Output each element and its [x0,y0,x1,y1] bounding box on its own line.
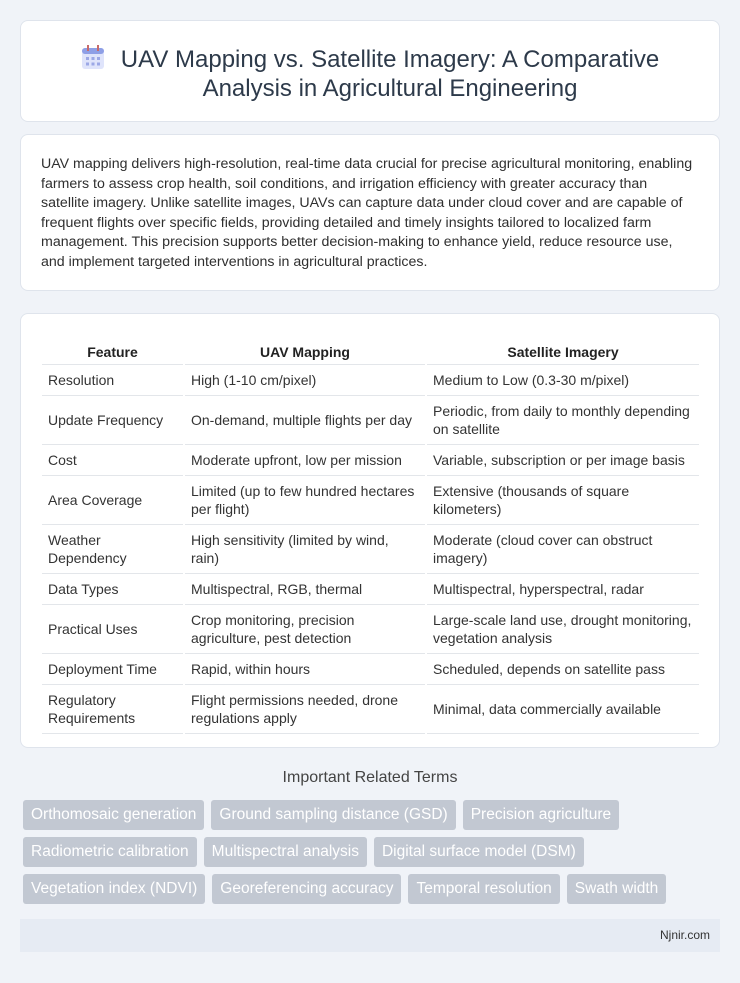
tag-orthomosaic-generation[interactable]: Orthomosaic generation [23,800,204,830]
header-uav: UAV Mapping [184,334,426,364]
table-row [42,524,699,573]
header-satellite: Satellite Imagery [426,334,699,364]
title-card [20,20,720,122]
table-cell: Update Frequency [42,395,184,444]
tag-temporal-resolution[interactable]: Temporal resolution [408,874,559,904]
table-row [42,573,699,604]
tag-radiometric-calibration[interactable]: Radiometric calibration [23,837,197,867]
table-cell: Regulatory Requirements [42,684,184,733]
table-cell: Scheduled, depends on satellite pass [426,653,699,684]
table-row [42,475,699,524]
table-cell: Minimal, data commercially available [426,684,699,733]
table-row [42,604,699,653]
tag-vegetation-index[interactable]: Vegetation index (NDVI) [23,874,205,904]
intro-paragraph: UAV mapping delivers high-resolution, real-time data crucial for precise agricultural monitoring, enabling farmers to assess crop health, soil conditions, and irrigation efficiency with greater accuracy than satellite imagery. Unlike satellite images, UAVs can capture data under cloud cover and are capable of frequent flights over specific fields, providing detailed and timely insights tailored to localized farm management. This precision supports better decision-making to enhance yield, reduce resource use, and implement targeted interventions in agricultural practices. [41,156,693,270]
table-cell: Periodic, from daily to monthly depending on satellite [426,395,699,444]
table-cell: Rapid, within hours [184,653,426,684]
table-cell: Flight permissions needed, drone regulations apply [184,684,426,733]
table-cell: Multispectral, hyperspectral, radar [426,573,699,604]
tag-georeferencing-accuracy[interactable]: Georeferencing accuracy [212,874,401,904]
tag-multispectral-analysis[interactable]: Multispectral analysis [204,837,367,867]
table-cell: Large-scale land use, drought monitoring, vegetation analysis [426,604,699,653]
table-cell: Cost [42,444,184,475]
comparison-table-card [20,313,720,748]
comparison-table [42,334,699,734]
footer-site-link[interactable]: Njnir.com [659,928,710,942]
table-cell: Multispectral, RGB, thermal [184,573,426,604]
table-header-row [42,334,699,364]
intro-card [20,134,720,291]
table-row [42,395,699,444]
table-row [42,444,699,475]
tag-swath-width[interactable]: Swath width [567,874,667,904]
table-cell: Moderate (cloud cover can obstruct imagery) [426,524,699,573]
tag-precision-agriculture[interactable]: Precision agriculture [463,800,619,830]
table-cell: Variable, subscription or per image basis [426,444,699,475]
related-terms-title: Important Related Terms [282,769,458,786]
header-feature: Feature [42,334,184,364]
table-cell: Area Coverage [42,475,184,524]
table-cell: Moderate upfront, low per mission [184,444,426,475]
tag-digital-surface-model[interactable]: Digital surface model (DSM) [374,837,584,867]
table-row [42,364,699,395]
table-cell: Practical Uses [42,604,184,653]
table-cell: Extensive (thousands of square kilometers) [426,475,699,524]
tag-ground-sampling-distance[interactable]: Ground sampling distance (GSD) [211,800,455,830]
table-cell: Deployment Time [42,653,184,684]
table-row [42,684,699,733]
table-cell: Crop monitoring, precision agriculture, pest detection [184,604,426,653]
table-cell: Resolution [42,364,184,395]
table-cell: High (1-10 cm/pixel) [184,364,426,395]
table-cell: Limited (up to few hundred hectares per flight) [184,475,426,524]
table-cell: Data Types [42,573,184,604]
related-terms-tags [23,800,723,911]
table-row [42,653,699,684]
table-cell: Weather Dependency [42,524,184,573]
page-title: UAV Mapping vs. Satellite Imagery: A Comparative Analysis in Agricultural Engineering [120,46,660,102]
table-cell: High sensitivity (limited by wind, rain) [184,524,426,573]
table-cell: On-demand, multiple flights per day [184,395,426,444]
table-cell: Medium to Low (0.3-30 m/pixel) [426,364,699,395]
footer [20,919,720,952]
